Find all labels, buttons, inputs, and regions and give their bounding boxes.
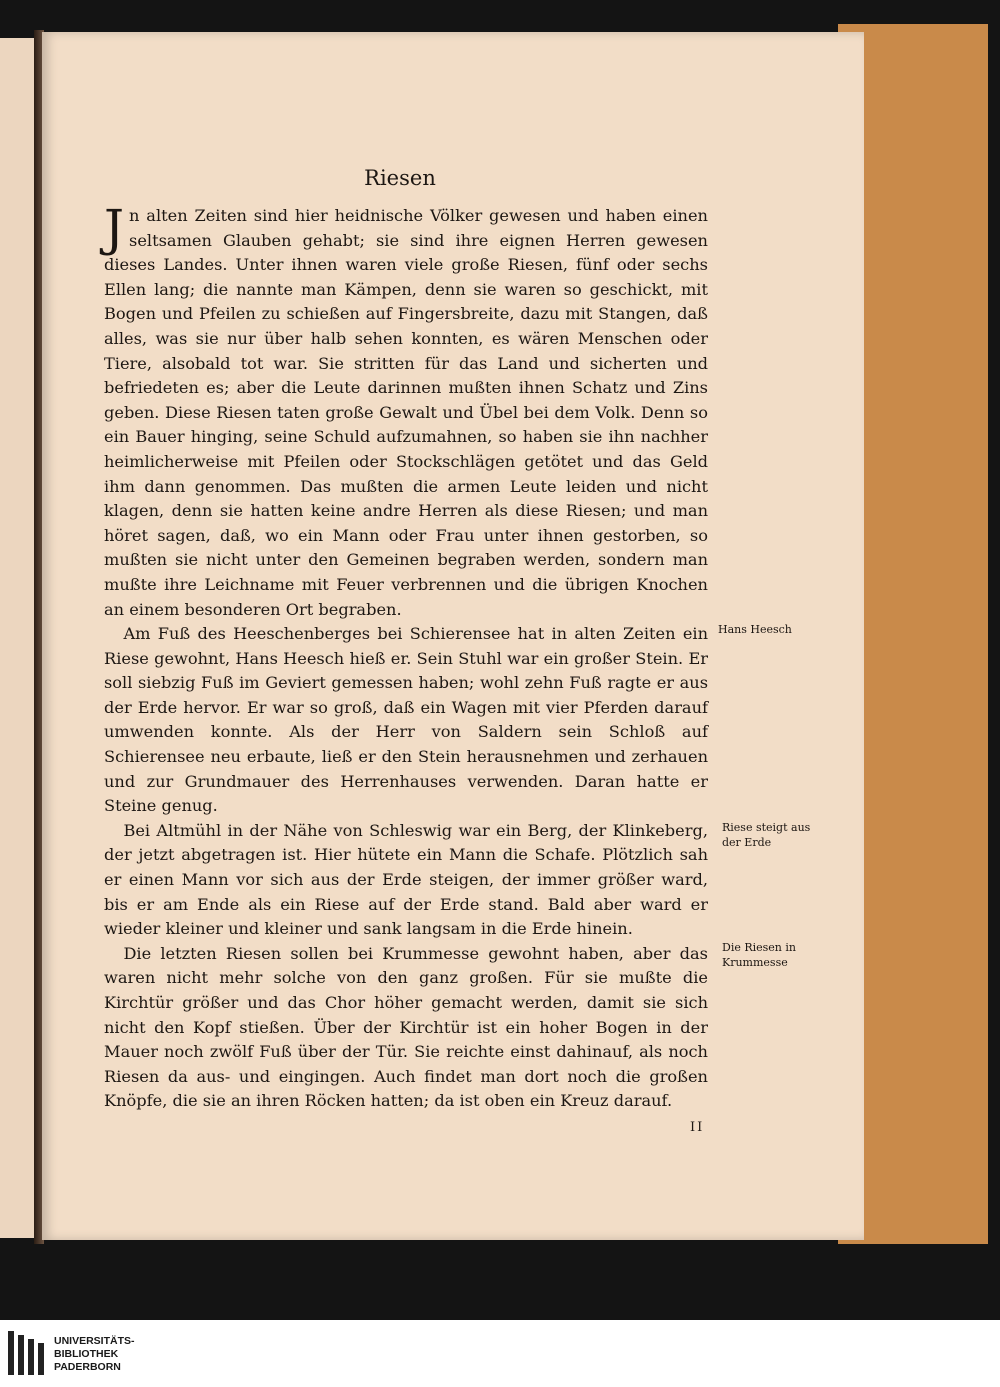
library-name — [54, 1335, 135, 1374]
margin-note-riese-steigt: Riese steigt aus der Erde — [722, 821, 811, 849]
paragraph-4: Die letzten Riesen sollen bei Krummesse gewohnt haben, aber das waren nicht mehr solche von den ganz großen. Für sie mußte die Kirchtür größer und das Chor höher gemacht werden, damit sie sich nicht den Kopf stießen. Über der Kirchtür ist ein hoher Bogen in der Mauer noch zwölf Fuß über der Tür. Sie reichte einst dahinauf, als noch Riesen da aus- und eingingen. Auch findet man dort noch die großen Knöpfe, die sie an ihren Röcken hatten; da ist oben ein Kreuz darauf. — [104, 943, 708, 1111]
left-page-edge — [0, 38, 36, 1238]
page-number: II — [690, 1120, 705, 1135]
library-name-line-3: PADERBORN — [54, 1360, 121, 1373]
library-name-line-1: UNIVERSITÄTS- — [54, 1334, 135, 1347]
drop-cap: J — [104, 199, 125, 257]
margin-note-krummesse: Die Riesen in Krummesse — [722, 941, 796, 969]
body-text — [104, 199, 708, 1114]
library-name-line-2: BIBLIOTHEK — [54, 1347, 119, 1360]
margin-note-hans-heesch: Hans Heesch — [718, 623, 792, 636]
page-title: Riesen — [364, 166, 436, 190]
library-logo-icon — [8, 1330, 48, 1378]
paragraph-1-text: n alten Zeiten sind hier heidnische Völker gewesen und haben einen seltsamen Glauben gehabt; sie sind ihre eignen Herren gewesen dieses Landes. Unter ihnen waren viele große Riesen, fünf oder sechs Ellen lang; die nannte man Kämpen, denn sie waren so geschickt, mit Bogen und Pfeilen zu schießen auf Fingersbreite, dazu mit Stangen, daß alles, was sie nur über halb sehen konnten, es wären Menschen oder Tiere, alsobald tot war. Sie stritten für das Land und sicherten und befriedeten es; aber die Leute darinnen mußten ihnen Schatz und Zins geben. Diese Riesen taten große Gewalt und Übel bei dem Volk. Denn so ein Bauer hinging, seine Schuld aufzumahnen, so haben sie ihn nachher heimlicherweise mit Pfeilen oder Stockschlägen getötet und das Geld ihm dann genommen. Das mußten die armen Leute leiden und nicht klagen, denn sie hatten keine andre Herren als diese Riesen; und man höret sagen, daß, wo ein Mann oder Frau unter ihnen gestorben, so mußten sie nicht unter den Gemeinen begraben werden, sondern man mußte ihre Leichname mit Feuer verbrennen und die übrigen Knochen an einem besonderen Ort begraben. — [104, 206, 708, 619]
library-logo — [8, 1330, 135, 1378]
paragraph-3: Bei Altmühl in der Nähe von Schleswig war ein Berg, der Klinkeberg, der jetzt abgetragen ist. Hier hütete ein Mann die Schafe. Plötzlich sah er einen Mann vor sich aus der Erde steigen, der immer größer ward, bis er am Ende als ein Riese auf der Erde stand. Bald aber ward er wieder kleiner und kleiner und sank langsam in die Erde hinein. — [104, 820, 708, 939]
paragraph-2: Am Fuß des Heeschenberges bei Schierensee hat in alten Zeiten ein Riese gewohnt, Hans Heesch hieß er. Sein Stuhl war ein großer Stein. Er soll siebzig Fuß im Geviert gemessen haben; wohl zehn Fuß ragte er aus der Erde hervor. Er war so groß, daß ein Wagen mit vier Pferden darauf umwenden konnte. Als der Herr von Saldern sein Schloß auf Schierensee neu erbaute, ließ er den Stein herausnehmen und zerhauen und zur Grundmauer des Herrenhauses verwenden. Daran hatte er Steine genug. — [104, 624, 708, 816]
paragraph-1 — [104, 199, 708, 622]
